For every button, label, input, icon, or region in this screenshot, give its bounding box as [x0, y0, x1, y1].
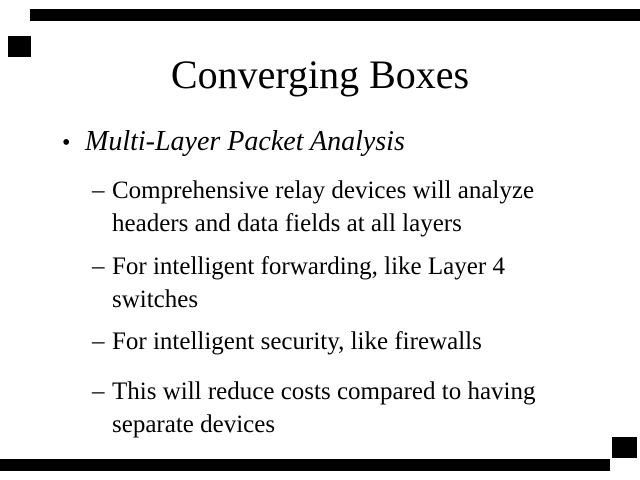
bullet-item: [62, 125, 405, 159]
bullet-text: Multi-Layer Packet Analysis: [85, 126, 405, 157]
sub-bullet: [92, 325, 632, 358]
sub-bullet-line: separate devices: [112, 411, 276, 438]
sub-bullet: [92, 375, 632, 441]
sub-bullet-line: For intelligent security, like firewalls: [112, 328, 482, 355]
sub-bullet-list: [92, 174, 632, 441]
sub-bullet-text: [112, 375, 536, 441]
sub-bullet-text: [112, 250, 505, 316]
sub-bullet-line: For intelligent forwarding, like Layer 4: [112, 253, 505, 280]
sub-bullet-line: headers and data fields at all layers: [112, 210, 462, 237]
sub-bullet: [92, 250, 632, 316]
sub-bullet: [92, 174, 632, 240]
bullet-marker: •: [62, 130, 71, 156]
sub-bullet-text: [112, 325, 482, 358]
slide-title: Converging Boxes: [170, 52, 470, 97]
dash-marker: –: [92, 177, 105, 204]
dash-marker: –: [92, 378, 105, 405]
decor-bar-bottom: [0, 459, 610, 471]
dash-marker: –: [92, 253, 105, 280]
sub-bullet-text: [112, 174, 534, 240]
decor-bar-top: [30, 9, 640, 21]
sub-bullet-line: This will reduce costs compared to having: [112, 378, 536, 405]
sub-bullet-line: switches: [112, 286, 199, 313]
dash-marker: –: [92, 328, 105, 355]
sub-bullet-line: Comprehensive relay devices will analyze: [112, 177, 535, 204]
